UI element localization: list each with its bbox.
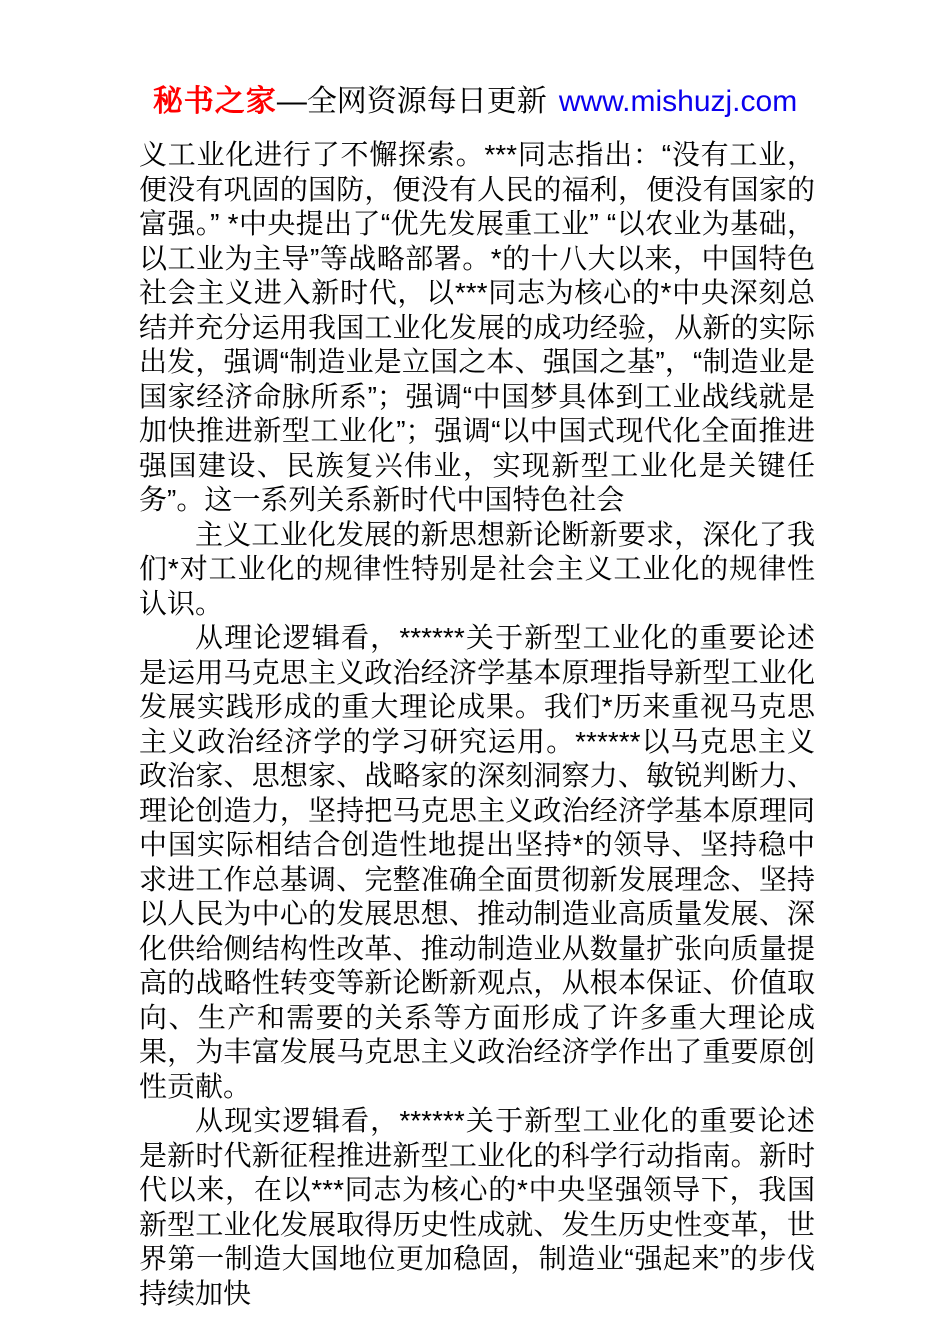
paragraph: 主义工业化发展的新思想新论断新要求，深化了我们*对工业化的规律性特别是社会主义工业化的规律性认识。 — [139, 518, 815, 619]
document-body — [139, 138, 815, 1311]
paragraph: 义工业化进行了不懈探索。***同志指出：“没有工业，便没有巩固的国防，便没有人民的福利，便没有国家的富强。” *中央提出了“优先发展重工业” “以农业为基础，以工业为主导”等战略部署。*的十八大以来，中国特色社会主义进入新时代，以***同志为核心的*中央深刻总结并充分运用我国工业化发展的成功经验，从新的实际出发，强调“制造业是立国之本、强国之基”，“制造业是国家经济命脉所系”；强调“中国梦具体到工业战线就是加快推进新型工业化”；强调“以中国式现代化全面推进强国建设、民族复兴伟业，实现新型工业化是关键任务”。这一系列关系新时代中国特色社会 — [139, 139, 815, 515]
paragraph: 从现实逻辑看，******关于新型工业化的重要论述是新时代新征程推进新型工业化的科学行动指南。新时代以来，在以***同志为核心的*中央坚强领导下，我国新型工业化发展取得历史性成就、发生历史性变革，世界第一制造大国地位更加稳固，制造业“强起来”的步伐持续加快 — [139, 1105, 815, 1309]
paragraph: 从理论逻辑看，******关于新型工业化的重要论述是运用马克思主义政治经济学基本原理指导新型工业化发展实践形成的重大理论成果。我们*历来重视马克思主义政治经济学的学习研究运用。******以马克思主义政治家、思想家、战略家的深刻洞察力、敏锐判断力、理论创造力，坚持把马克思主义政治经济学基本原理同中国实际相结合创造性地提出坚持*的领导、坚持稳中求进工作总基调、完整准确全面贯彻新发展理念、坚持以人民为中心的发展思想、推动制造业高质量发展、深化供给侧结构性改革、推动制造业从数量扩张向质量提高的战略性转变等新论断新观点，从根本保证、价值取向、生产和需要的关系等方面形成了许多重大理论成果，为丰富发展马克思主义政治经济学作出了重要原创性贡献。 — [139, 622, 815, 1102]
site-url-link[interactable]: www.mishuzj.com — [558, 85, 798, 118]
site-tagline: —全网资源每日更新 — [276, 85, 547, 118]
site-brand: 秘书之家 — [152, 85, 277, 118]
page-header — [0, 82, 950, 122]
